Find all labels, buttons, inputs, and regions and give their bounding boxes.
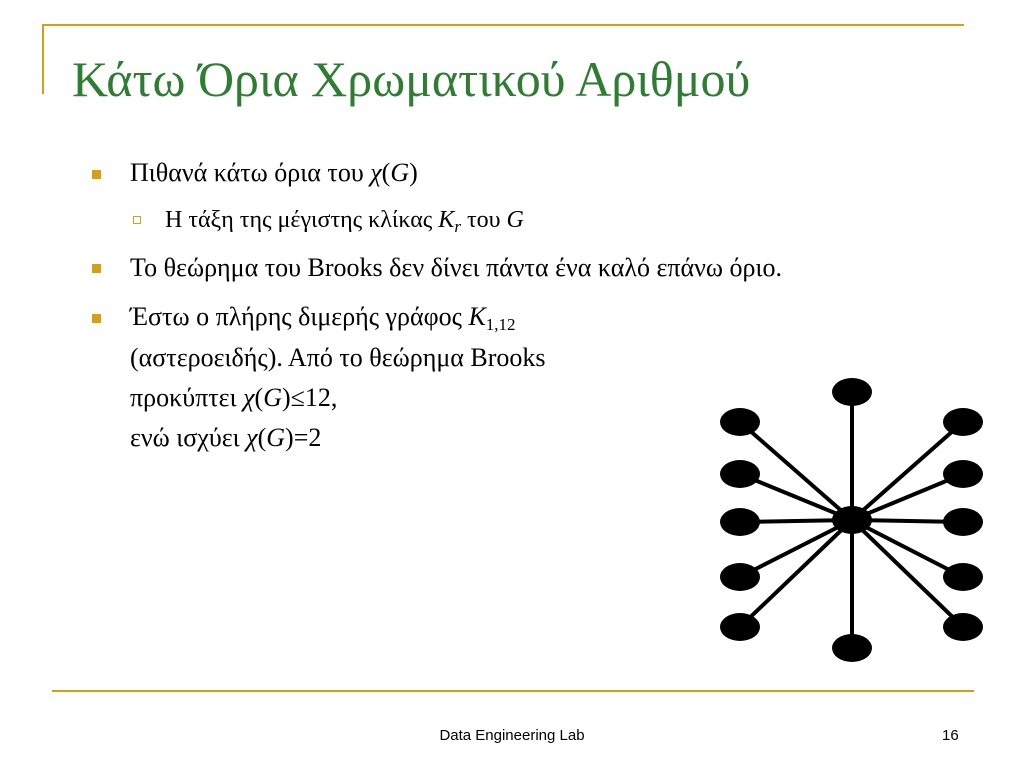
chi-symbol: χ — [246, 423, 258, 452]
k-subscript: r — [454, 217, 461, 236]
top-rule — [42, 24, 964, 26]
leaf-node — [943, 508, 983, 536]
left-rule — [42, 24, 44, 94]
graph-symbol: G — [263, 383, 282, 412]
leaf-node — [720, 508, 760, 536]
bullet-3-line-2: (αστεροειδής). Από το θεώρημα Brooks — [130, 343, 546, 372]
leaf-node — [943, 613, 983, 641]
bottom-rule — [52, 690, 974, 692]
leaf-node — [720, 563, 760, 591]
bullet-3-text: Έστω ο πλήρης διμερής γράφος — [130, 302, 469, 331]
paren-open: ( — [257, 423, 267, 452]
bullet-1 — [130, 158, 418, 188]
leaf-node — [720, 460, 760, 488]
leaf-node — [943, 563, 983, 591]
line-4-prefix: ενώ ισχύει — [130, 423, 247, 452]
k-symbol: K — [468, 302, 486, 331]
subbullet-marker — [133, 216, 141, 224]
leaf-node — [720, 408, 760, 436]
graph-symbol: G — [390, 158, 410, 187]
leaf-node — [943, 460, 983, 488]
leaf-node — [943, 408, 983, 436]
sub-bullet-text: Η τάξη της μέγιστης κλίκας — [165, 207, 439, 233]
leaf-node — [832, 378, 872, 406]
chi-symbol: χ — [370, 158, 382, 187]
slide-title: Κάτω Όρια Χρωματικού Αριθμού — [72, 51, 751, 107]
bullet-3-line-1 — [130, 302, 516, 332]
leaf-node — [720, 613, 760, 641]
k-symbol: K — [438, 207, 455, 233]
line-3-suffix: )≤12, — [281, 383, 338, 412]
leaf-node — [832, 634, 872, 662]
bullet-marker — [92, 264, 101, 273]
bullet-1-text: Πιθανά κάτω όρια του — [130, 158, 371, 187]
hub-node — [832, 506, 872, 534]
bullet-marker — [92, 170, 101, 179]
paren-open: ( — [254, 383, 264, 412]
footer-text: Data Engineering Lab — [439, 727, 585, 744]
bullet-marker — [92, 314, 101, 323]
bullet-3-line-3 — [130, 383, 337, 413]
bullet-2: Το θεώρημα του Brooks δεν δίνει πάντα ένα καλό επάνω όριο. — [130, 253, 782, 282]
bullet-1-sub — [165, 205, 524, 235]
page-number: 16 — [942, 727, 959, 744]
k-subscript: 1,12 — [485, 315, 516, 334]
bullet-3-line-4 — [130, 423, 321, 453]
star-graph-diagram — [700, 370, 1000, 670]
sub-bullet-mid: του — [460, 207, 507, 233]
graph-symbol: G — [266, 423, 286, 452]
paren-open: ( — [381, 158, 391, 187]
line-3-prefix: προκύπτει — [130, 383, 244, 412]
chi-symbol: χ — [243, 383, 255, 412]
graph-symbol: G — [506, 207, 524, 233]
paren-close: ) — [409, 158, 418, 187]
line-4-suffix: )=2 — [285, 423, 322, 452]
